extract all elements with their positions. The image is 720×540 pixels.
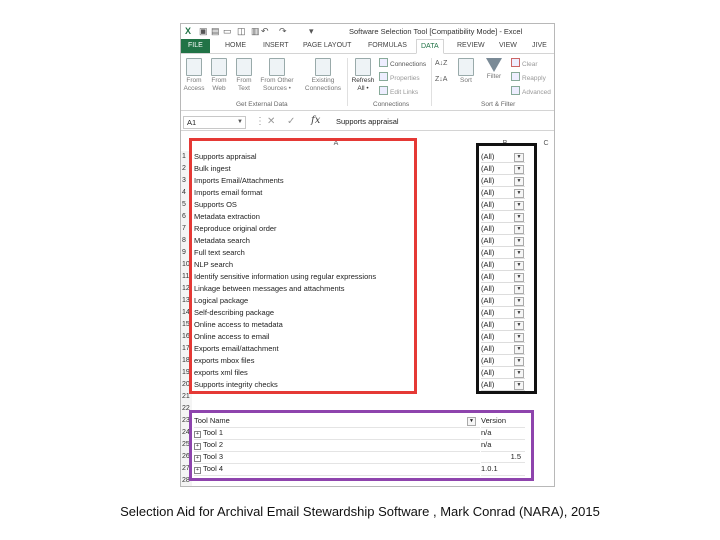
filter-value: (All) [481,212,495,221]
filter-dropdown-icon[interactable]: ▼ [514,213,524,222]
column-header-b[interactable]: B [502,140,508,147]
refresh-icon [355,58,371,76]
criteria-label[interactable]: Metadata extraction [194,212,260,221]
expand-plus-icon[interactable]: + [194,455,201,462]
text-file-icon [236,58,252,76]
more-icon: ⋮ [255,116,265,127]
tab-page-layout[interactable]: PAGE LAYOUT [303,42,352,49]
row-number[interactable]: 7 [181,223,192,235]
row-number[interactable]: 11 [181,271,192,283]
filter-dropdown-icon[interactable]: ▼ [514,297,524,306]
filter-dropdown-icon[interactable]: ▼ [514,369,524,378]
criteria-label[interactable]: Full text search [194,248,245,257]
filter-dropdown-icon[interactable]: ▼ [514,381,524,390]
save-icon[interactable]: ▣ [199,26,208,36]
filter-dropdown-icon[interactable]: ▼ [514,189,524,198]
undo-icon[interactable]: ↶ [261,26,269,36]
tab-data[interactable]: DATA [416,39,444,54]
row-number[interactable]: 14 [181,307,192,319]
group-label-connections: Connections [373,101,410,108]
row-number[interactable]: 5 [181,199,192,211]
row-number[interactable]: 12 [181,283,192,295]
ribbon-tabs [181,39,554,54]
row-number[interactable]: 26 [181,451,192,463]
sort-icon [458,58,474,76]
cancel-icon[interactable]: ✕ [267,116,276,127]
filter-dropdown-icon[interactable]: ▼ [514,357,524,366]
filter-dropdown-icon[interactable]: ▼ [514,345,524,354]
criteria-label[interactable]: Metadata search [194,236,250,245]
filter-value: (All) [481,188,495,197]
row-number[interactable]: 9 [181,247,192,259]
expand-plus-icon[interactable]: + [194,467,201,474]
criteria-label[interactable]: Self-describing package [194,308,275,317]
from-text-button[interactable]: From Text [233,58,255,93]
filter-dropdown-icon[interactable]: ▼ [514,309,524,318]
row-number[interactable]: 10 [181,259,192,271]
criteria-label[interactable]: Reproduce original order [194,224,277,233]
pivot-version[interactable]: 1.5 [481,451,525,463]
excel-logo-icon: X [185,26,192,36]
print-icon[interactable]: ▤ [211,26,220,36]
other-sources-icon [269,58,285,76]
pivot-header-version[interactable]: Version [481,415,525,428]
from-web-button[interactable]: From Web [208,58,230,93]
criteria-label[interactable]: Online access to email [194,332,270,341]
row-number[interactable]: 16 [181,331,192,343]
redo-icon[interactable]: ↷ [279,26,287,36]
criteria-label[interactable]: NLP search [194,260,234,269]
tool-name: Tool 4 [203,464,224,473]
row-number[interactable]: 4 [181,187,192,199]
existing-connections-button[interactable]: Existing Connections [301,58,345,93]
formula-bar [181,114,554,131]
sort-button[interactable]: Sort [455,58,477,85]
tab-formulas[interactable]: FORMULAS [368,42,407,49]
advanced-filter-button[interactable]: Advanced [511,86,551,96]
criteria-label[interactable]: Supports appraisal [194,152,257,161]
refresh-all-button[interactable]: Refresh All • [349,58,377,93]
row-number[interactable]: 27 [181,463,192,475]
filter-dropdown-icon[interactable]: ▼ [514,177,524,186]
connections-button[interactable]: Connections [379,58,426,68]
filter-value: (All) [481,176,495,185]
enter-icon[interactable]: ✓ [287,116,296,127]
pivot-version[interactable]: n/a [481,439,525,452]
preview-icon[interactable]: ◫ [237,26,246,36]
criteria-label[interactable]: exports xml files [194,368,248,377]
filter-button[interactable]: Filter [483,58,505,81]
existing-connections-icon [315,58,331,76]
pivot-version[interactable]: 1.0.1 [481,463,525,476]
reapply-icon [511,72,520,81]
row-number[interactable]: 19 [181,367,192,379]
row-number[interactable]: 17 [181,343,192,355]
row-number[interactable]: 23 [181,415,192,427]
connections-icon [379,58,388,67]
filter-value: (All) [481,332,495,341]
filter-value: (All) [481,296,495,305]
filter-value: (All) [481,260,495,269]
group-label-sort-filter: Sort & Filter [481,101,516,108]
chevron-down-icon[interactable]: ▼ [237,119,243,125]
filter-dropdown-icon[interactable]: ▼ [467,417,476,426]
filter-value: (All) [481,380,495,389]
properties-button[interactable]: Properties [379,72,420,82]
filter-dropdown-icon[interactable]: ▼ [514,165,524,174]
highlight-box-filters [476,143,537,394]
criteria-label[interactable]: Supports OS [194,200,237,209]
from-other-sources-button[interactable]: From Other Sources • [257,58,297,93]
tab-jive[interactable]: JIVE [532,42,547,49]
row-number[interactable]: 20 [181,379,192,391]
filter-value: (All) [481,164,495,173]
filter-dropdown-icon[interactable]: ▼ [514,249,524,258]
slide-caption: Selection Aid for Archival Email Stewardship Software , Mark Conrad (NARA), 2015 [120,504,600,519]
reapply-button[interactable]: Reapply [511,72,546,82]
advanced-icon [511,86,520,95]
column-header-c[interactable]: C [543,140,549,147]
filter-value: (All) [481,356,495,365]
highlight-box-criteria [189,138,417,394]
criteria-label[interactable]: Bulk ingest [194,164,231,173]
clear-filter-button[interactable]: Clear [511,58,538,68]
filter-dropdown-icon[interactable]: ▼ [514,225,524,234]
criteria-label[interactable]: Supports integrity checks [194,380,278,389]
filter-dropdown-icon[interactable]: ▼ [514,273,524,282]
criteria-label[interactable]: Imports Email/Attachments [194,176,284,185]
open-icon[interactable]: ▭ [223,26,232,36]
ribbon-data [181,54,554,111]
filter-value: (All) [481,236,495,245]
tab-home[interactable]: HOME [225,42,246,49]
row-number[interactable]: 21 [181,391,192,403]
column-header-a[interactable]: A [333,140,339,147]
tool-name: Tool 2 [203,440,224,449]
expand-plus-icon[interactable]: + [194,443,201,450]
filter-value: (All) [481,224,495,233]
funnel-icon [486,58,502,72]
filter-dropdown-icon[interactable]: ▼ [514,333,524,342]
criteria-label[interactable]: exports mbox files [194,356,255,365]
row-number[interactable]: 25 [181,439,192,451]
web-icon [211,58,227,76]
tool-name: Tool 3 [203,452,224,461]
filter-value: (All) [481,344,495,353]
filter-value: (All) [481,308,495,317]
sort-az-button[interactable]: A↓Z [435,60,448,67]
tool-name: Tool 1 [203,428,224,437]
criteria-label[interactable]: Identify sensitive information using regular expressions [194,272,377,281]
expand-plus-icon[interactable]: + [194,431,201,438]
insert-function-button[interactable]: fx [311,115,321,126]
filter-dropdown-icon[interactable]: ▼ [514,261,524,270]
row-number[interactable]: 2 [181,163,192,175]
chart-icon[interactable]: ▥ [251,26,260,36]
filter-value: (All) [481,368,495,377]
filter-dropdown-icon[interactable]: ▼ [514,285,524,294]
clear-icon [511,58,520,67]
criteria-label[interactable]: Linkage between messages and attachments [194,284,345,293]
filter-value: (All) [481,284,495,293]
criteria-label[interactable]: Exports email/attachment [194,344,279,353]
tab-file[interactable]: FILE [181,39,210,53]
row-number[interactable]: 28 [181,475,192,487]
group-label-get-external-data: Get External Data [236,101,288,108]
formula-input[interactable]: Supports appraisal [336,117,399,126]
tab-view[interactable]: VIEW [499,42,517,49]
properties-icon [379,72,388,81]
from-access-button[interactable]: From Access [183,58,205,93]
row-number[interactable]: 1 [181,151,192,163]
sort-za-button[interactable]: Z↓A [435,76,448,83]
window-title: Software Selection Tool [Compatibility Mode] - Excel [349,27,523,36]
quick-access-dropdown-icon[interactable]: ▾ [309,26,314,36]
filter-value: (All) [481,152,495,161]
header-label: Tool Name [194,416,230,425]
tab-review[interactable]: REVIEW [457,42,485,49]
filter-dropdown-icon[interactable]: ▼ [514,321,524,330]
row-number[interactable]: 18 [181,355,192,367]
criteria-label[interactable]: Logical package [194,296,249,305]
row-number[interactable]: 3 [181,175,192,187]
ribbon-separator [431,58,432,106]
pivot-version[interactable]: n/a [481,427,525,440]
filter-dropdown-icon[interactable]: ▼ [514,237,524,246]
criteria-label[interactable]: Imports email format [194,188,263,197]
filter-value: (All) [481,248,495,257]
filter-value: (All) [481,272,495,281]
row-number[interactable]: 15 [181,319,192,331]
ribbon-separator [347,58,348,106]
row-number[interactable]: 13 [181,295,192,307]
row-number[interactable]: 24 [181,427,192,439]
highlight-box-pivot [189,410,534,481]
filter-value: (All) [481,320,495,329]
access-icon [186,58,202,76]
criteria-label[interactable]: Online access to metadata [194,320,283,329]
edit-links-button[interactable]: Edit Links [379,86,418,96]
edit-links-icon [379,86,388,95]
filter-dropdown-icon[interactable]: ▼ [514,153,524,162]
name-box[interactable]: A1 ▼ [183,116,246,129]
filter-dropdown-icon[interactable]: ▼ [514,201,524,210]
title-bar [181,24,554,39]
tab-insert[interactable]: INSERT [263,42,289,49]
filter-value: (All) [481,200,495,209]
row-number[interactable]: 8 [181,235,192,247]
row-number[interactable]: 6 [181,211,192,223]
row-number[interactable]: 22 [181,403,192,415]
